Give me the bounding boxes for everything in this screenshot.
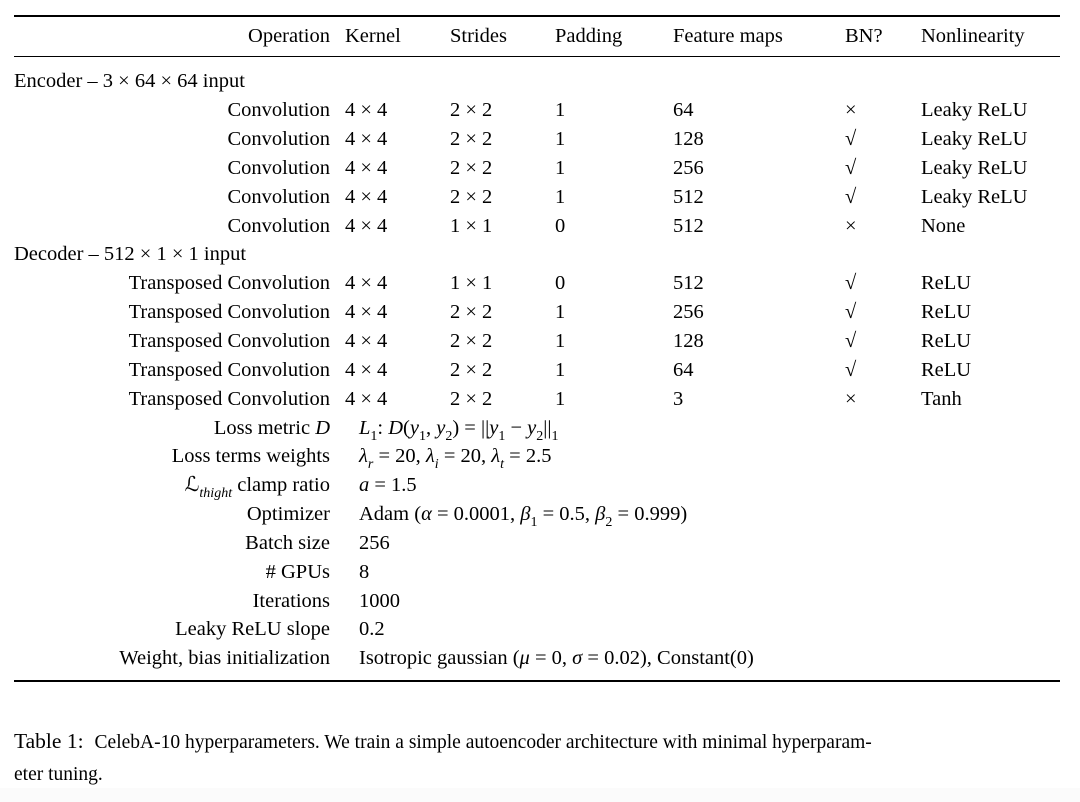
caption-label: Table 1: (14, 729, 84, 753)
table-row (14, 269, 1060, 298)
cell-bn: √ (845, 301, 857, 324)
cell-bn: √ (845, 272, 857, 295)
cell-nonlinearity: ReLU (921, 329, 972, 352)
cell-strides: 1 × 1 (450, 272, 493, 295)
caption-text-line1: CelebA-10 hyperparameters. We train a simple autoencoder architecture with minimal hyperparam- (94, 732, 872, 753)
cell-bn: √ (845, 128, 857, 151)
table-row (14, 385, 1060, 414)
param-row-loss-weights (14, 442, 1060, 471)
cell-operation: Transposed Convolution (128, 387, 330, 410)
cell-padding: 1 (555, 387, 566, 410)
cell-bn: √ (845, 156, 857, 179)
cell-bn: × (845, 387, 857, 410)
cell-strides: 2 × 2 (450, 128, 493, 151)
cell-nonlinearity: Tanh (921, 387, 962, 410)
cell-padding: 1 (555, 128, 566, 151)
cell-feature-maps: 64 (673, 358, 694, 381)
header-strides: Strides (450, 25, 507, 48)
cell-strides: 2 × 2 (450, 329, 493, 352)
cell-padding: 1 (555, 99, 566, 122)
header-bn: BN? (845, 25, 883, 48)
cell-padding: 0 (555, 214, 566, 237)
cell-kernel: 4 × 4 (345, 387, 388, 410)
cell-operation: Transposed Convolution (128, 329, 330, 352)
cell-feature-maps: 64 (673, 99, 694, 122)
table-row (14, 212, 1060, 241)
param-value: $L_1$: $D(y_1$, $y_2) = ||y_1 - y_2||_1$ (359, 416, 559, 444)
header-feature-maps: Feature maps (673, 25, 783, 48)
table-row (14, 154, 1060, 183)
cell-operation: Convolution (227, 156, 330, 179)
cell-bn: × (845, 214, 857, 237)
table-body (14, 57, 1060, 679)
cell-kernel: 4 × 4 (345, 99, 388, 122)
table-row (14, 125, 1060, 154)
param-value: 1000 (359, 589, 400, 612)
param-label: Optimizer (246, 503, 330, 526)
param-value: 0.2 (359, 618, 385, 641)
cell-kernel: 4 × 4 (345, 301, 388, 324)
cell-feature-maps: 512 (673, 185, 704, 208)
table-row (14, 298, 1060, 327)
param-value: a = 1.5 (359, 474, 417, 497)
param-label: # GPUs (265, 560, 330, 583)
cell-operation: Transposed Convolution (128, 358, 330, 381)
cell-nonlinearity: Leaky ReLU (921, 99, 1028, 122)
cell-padding: 1 (555, 358, 566, 381)
cell-padding: 1 (555, 329, 566, 352)
param-label: ℒ$_{thight}$ clamp ratio (184, 474, 330, 502)
cell-strides: 2 × 2 (450, 387, 493, 410)
cell-padding: 1 (555, 156, 566, 179)
header-nonlinearity: Nonlinearity (921, 25, 1025, 48)
param-value: $\lambda_r = 20$, $\lambda_i = 20$, $\lambda_t = 2.5$ (359, 445, 552, 473)
cell-feature-maps: 3 (673, 387, 684, 410)
param-label: Loss metric D (213, 416, 330, 439)
cell-operation: Convolution (227, 185, 330, 208)
cell-operation: Transposed Convolution (128, 301, 330, 324)
table-row (14, 327, 1060, 356)
param-label: Loss terms weights (171, 445, 330, 468)
param-row-leaky-relu-slope (14, 615, 1060, 644)
header-operation: Operation (248, 25, 330, 48)
param-value: Isotropic gaussian (μ = 0, σ = 0.02), Constant(0) (359, 647, 754, 670)
cell-feature-maps: 128 (673, 329, 704, 352)
param-row-clamp-ratio (14, 471, 1060, 500)
cell-operation: Transposed Convolution (128, 272, 330, 295)
cell-kernel: 4 × 4 (345, 272, 388, 295)
cell-feature-maps: 512 (673, 214, 704, 237)
param-value: 8 (359, 560, 370, 583)
cell-bn: √ (845, 329, 857, 352)
cell-nonlinearity: Leaky ReLU (921, 156, 1028, 179)
cell-strides: 2 × 2 (450, 185, 493, 208)
param-row-batch-size (14, 529, 1060, 558)
cell-nonlinearity: Leaky ReLU (921, 128, 1028, 151)
cell-feature-maps: 256 (673, 301, 704, 324)
cell-padding: 0 (555, 272, 566, 295)
param-row-loss-metric (14, 414, 1060, 443)
cell-nonlinearity: ReLU (921, 358, 972, 381)
param-label: Weight, bias initialization (119, 647, 330, 670)
param-label: Iterations (252, 589, 330, 612)
cell-feature-maps: 256 (673, 156, 704, 179)
cell-nonlinearity: ReLU (921, 272, 972, 295)
cell-strides: 1 × 1 (450, 214, 493, 237)
param-row-optimizer (14, 500, 1060, 529)
param-value: Adam (α = 0.0001, $\beta_1 = 0.5$, $\beta_2 = 0.999$) (359, 503, 688, 531)
param-row-initialization (14, 644, 1060, 673)
cell-feature-maps: 512 (673, 272, 704, 295)
cell-padding: 1 (555, 301, 566, 324)
cell-kernel: 4 × 4 (345, 156, 388, 179)
table-header-row (14, 17, 1060, 56)
cell-strides: 2 × 2 (450, 99, 493, 122)
table-row (14, 96, 1060, 125)
cell-nonlinearity: None (921, 214, 966, 237)
param-value: 256 (359, 531, 390, 554)
cell-kernel: 4 × 4 (345, 358, 388, 381)
cell-operation: Convolution (227, 214, 330, 237)
param-row-iterations (14, 587, 1060, 616)
cell-kernel: 4 × 4 (345, 128, 388, 151)
param-label: Batch size (245, 531, 330, 554)
cell-kernel: 4 × 4 (345, 329, 388, 352)
cell-kernel: 4 × 4 (345, 214, 388, 237)
screenshot-bottom-strip (0, 788, 1080, 802)
cell-operation: Convolution (227, 99, 330, 122)
cell-bn: × (845, 99, 857, 122)
hyperparameter-table (14, 15, 1060, 682)
cell-padding: 1 (555, 185, 566, 208)
param-label: Leaky ReLU slope (175, 618, 330, 641)
cell-bn: √ (845, 358, 857, 381)
cell-strides: 2 × 2 (450, 156, 493, 179)
table-caption (14, 726, 1068, 790)
section-header-decoder: Decoder – 512 × 1 × 1 input (14, 243, 247, 266)
cell-operation: Convolution (227, 128, 330, 151)
cell-bn: √ (845, 185, 857, 208)
section-header-encoder: Encoder – 3 × 64 × 64 input (14, 70, 245, 93)
caption-text-line2: eter tuning. (14, 763, 103, 785)
table-bottom-rule (14, 680, 1060, 682)
cell-nonlinearity: ReLU (921, 301, 972, 324)
cell-kernel: 4 × 4 (345, 185, 388, 208)
header-padding: Padding (555, 25, 623, 48)
header-kernel: Kernel (345, 25, 401, 48)
cell-feature-maps: 128 (673, 128, 704, 151)
cell-strides: 2 × 2 (450, 301, 493, 324)
table-row (14, 356, 1060, 385)
table-row (14, 183, 1060, 212)
cell-strides: 2 × 2 (450, 358, 493, 381)
cell-nonlinearity: Leaky ReLU (921, 185, 1028, 208)
param-row-gpus (14, 558, 1060, 587)
